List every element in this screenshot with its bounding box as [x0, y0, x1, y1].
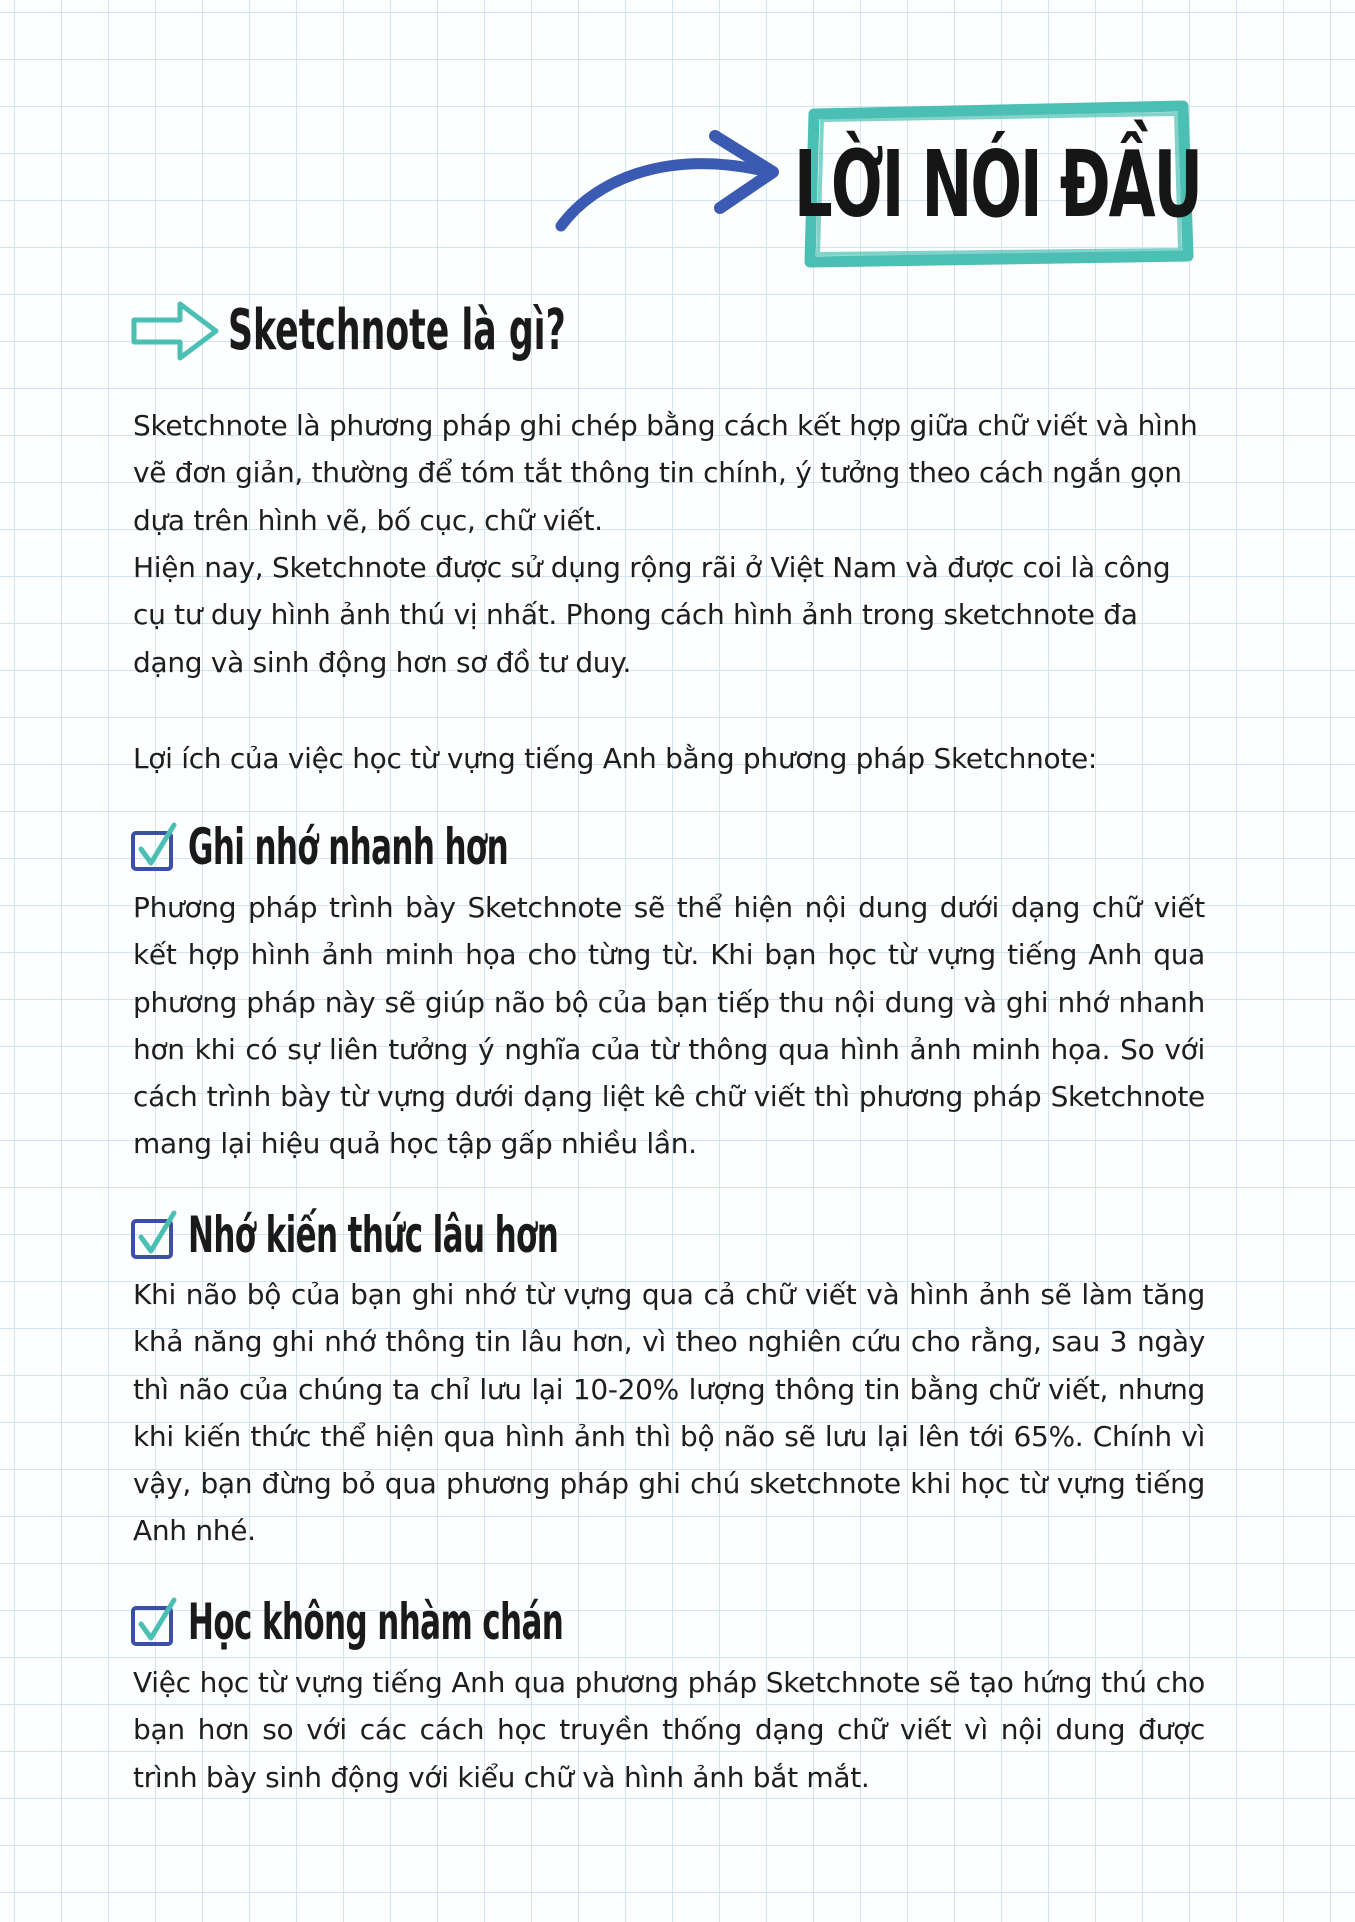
- benefit-heading-1: [130, 815, 704, 879]
- benefits-lead: Lợi ích của việc học từ vựng tiếng Anh bằng phương pháp Sketchnote:: [133, 742, 1098, 775]
- outline-arrow-icon: [130, 298, 220, 362]
- benefit-text-3: Việc học từ vựng tiếng Anh qua phương pháp Sketchnote sẽ tạo hứng thú cho bạn hơn so với các cách học truyền thống dạng chữ viết vì nội dung được trình bày sinh động với kiểu chữ và hình ảnh bắt mắt.: [133, 1666, 1205, 1794]
- title-box: [793, 100, 1202, 268]
- curved-arrow-icon: [555, 130, 785, 240]
- benefit-heading-text: Ghi nhớ nhanh hơn: [188, 818, 509, 876]
- intro-heading: [130, 290, 773, 370]
- benefit-text-2: Khi não bộ của bạn ghi nhớ từ vựng qua cả chữ viết và hình ảnh sẽ làm tăng khả năng ghi nhớ thông tin lâu hơn, vì theo nghiên cứu cho rằng, sau 3 ngày thì não của chúng ta chỉ lưu lại 10-20% lượng thông tin bằng chữ viết, nhưng khi kiến thức thể hiện qua hình ảnh thì bộ não sẽ lưu lại lên tới 65%. Chính vì vậy, bạn đừng bỏ qua phương pháp ghi chú sketchnote khi học từ vựng tiếng Anh nhé.: [133, 1278, 1205, 1548]
- benefit-heading-text: Học không nhàm chán: [188, 1593, 564, 1651]
- intro-paragraph-2: Hiện nay, Sketchnote được sử dụng rộng rãi ở Việt Nam và được coi là công cụ tư duy hình ảnh thú vị nhất. Phong cách hình ảnh trong sketchnote đa dạng và sinh động hơn sơ đồ tư duy.: [133, 551, 1171, 679]
- intro-paragraph-1: Sketchnote là phương pháp ghi chép bằng cách kết hợp giữa chữ viết và hình vẽ đơn giản, thường để tóm tắt thông tin chính, ý tưởng theo cách ngắn gọn dựa trên hình vẽ, bố cục, chữ viết.: [133, 409, 1198, 537]
- benefit-text-1: Phương pháp trình bày Sketchnote sẽ thể hiện nội dung dưới dạng chữ viết kết hợp hình ảnh minh họa cho từng từ. Khi bạn học từ vựng tiếng Anh qua phương pháp này sẽ giúp não bộ của bạn tiếp thu nội dung và ghi nhớ nhanh hơn khi có sự liên tưởng ý nghĩa của từ thông qua hình ảnh minh họa. So với cách trình bày từ vựng dưới dạng liệt kê chữ viết thì phương pháp Sketchnote mang lại hiệu quả học tập gấp nhiều lần.: [133, 891, 1205, 1161]
- checkbox-icon: [130, 1209, 178, 1261]
- checkbox-icon: [130, 821, 178, 873]
- benefit-heading-3: [130, 1590, 793, 1654]
- checkbox-icon: [130, 1596, 178, 1648]
- benefit-heading-2: [130, 1203, 785, 1267]
- page-title: LỜI NÓI ĐẦU: [793, 130, 1202, 238]
- intro-heading-text: Sketchnote là gì?: [228, 297, 566, 363]
- benefit-heading-text: Nhớ kiến thức lâu hơn: [188, 1206, 559, 1264]
